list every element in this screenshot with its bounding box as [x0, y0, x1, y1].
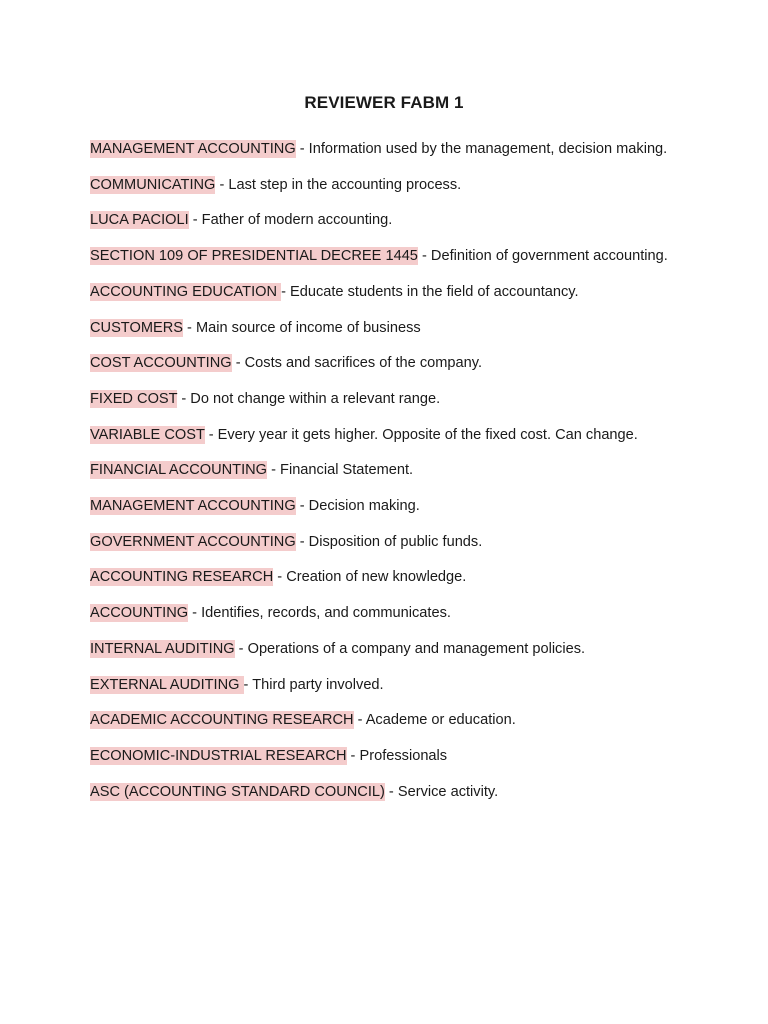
entry-separator: - — [346, 747, 360, 764]
entry-definition: Service activity. — [397, 783, 499, 800]
list-item — [90, 775, 680, 811]
entry-separator: - — [215, 176, 229, 193]
entry-definition: Educate students in the field of accountancy. — [290, 283, 579, 300]
list-item — [90, 560, 680, 596]
entry-term: COMMUNICATING — [90, 176, 216, 193]
entry-separator: - — [234, 640, 248, 657]
entry-term: FINANCIAL ACCOUNTING — [90, 462, 268, 479]
entry-term: ACCOUNTING RESEARCH — [90, 569, 274, 586]
entry-term: GOVERNMENT ACCOUNTING — [90, 533, 296, 550]
entry-separator: - — [243, 676, 253, 693]
entry-separator: - — [417, 248, 431, 265]
entry-separator: - — [177, 390, 191, 407]
list-item — [90, 596, 680, 632]
document-title: REVIEWER FABM 1 — [304, 93, 464, 112]
entry-definition: Definition of government accounting. — [430, 248, 668, 265]
entry-definition: Last step in the accounting process. — [228, 176, 462, 193]
entry-definition: Operations of a company and management policies. — [247, 640, 586, 657]
entry-definition: Creation of new knowledge. — [286, 569, 467, 586]
entry-definition: Costs and sacrifices of the company. — [244, 355, 483, 372]
entry-term: ACADEMIC ACCOUNTING RESEARCH — [90, 712, 354, 729]
entry-separator: - — [281, 283, 290, 300]
list-item — [90, 168, 680, 204]
list-item — [90, 525, 680, 561]
entry-separator: - — [188, 605, 202, 622]
entry-definition: Third party involved. — [252, 676, 384, 693]
entry-term: MANAGEMENT ACCOUNTING — [90, 141, 296, 157]
entry-term: ACCOUNTING EDUCATION — [90, 283, 282, 300]
list-item — [90, 703, 680, 739]
entry-term: ACCOUNTING — [90, 605, 189, 622]
entry-definition: Financial Statement. — [280, 462, 414, 479]
entry-separator: - — [273, 569, 287, 586]
entry-term: VARIABLE COST — [90, 426, 205, 443]
list-item — [90, 739, 680, 775]
entry-definition: Professionals — [359, 747, 448, 764]
entry-separator: - — [295, 533, 309, 550]
entry-separator: - — [204, 426, 218, 443]
list-item — [90, 632, 680, 668]
list-item — [90, 489, 680, 525]
entry-term: COST ACCOUNTING — [90, 355, 232, 372]
list-item — [90, 311, 680, 347]
list-item — [90, 382, 680, 418]
entries-list — [90, 132, 680, 810]
entry-definition: Do not change within a relevant range. — [190, 390, 441, 407]
entry-term: MANAGEMENT ACCOUNTING — [90, 498, 296, 515]
list-item — [90, 239, 680, 275]
entry-definition: Every year it gets higher. Opposite of the fixed cost. Can change. — [217, 426, 638, 443]
entry-term: ASC (ACCOUNTING STANDARD COUNCIL) — [90, 783, 385, 800]
entry-term: EXTERNAL AUDITING — [90, 676, 244, 693]
list-item — [90, 275, 680, 311]
entry-term: INTERNAL AUDITING — [90, 640, 235, 657]
entry-definition: Identifies, records, and communicates. — [201, 605, 451, 622]
entry-separator: - — [295, 498, 309, 515]
entry-term: LUCA PACIOLI — [90, 212, 189, 229]
list-item — [90, 132, 680, 168]
entry-term: CUSTOMERS — [90, 319, 183, 336]
entry-separator: - — [353, 712, 366, 729]
entry-term: FIXED COST — [90, 390, 178, 407]
entry-separator: - — [182, 319, 196, 336]
list-item — [90, 668, 680, 704]
entry-term: ECONOMIC-INDUSTRIAL RESEARCH — [90, 747, 347, 764]
entry-separator: - — [384, 783, 398, 800]
list-item — [90, 346, 680, 382]
entry-definition: Information used by the management, decision making. — [308, 141, 668, 157]
entry-separator: - — [295, 141, 309, 157]
entry-definition: Main source of income of business — [195, 319, 421, 336]
entry-term: SECTION 109 OF PRESIDENTIAL DECREE 1445 — [90, 248, 418, 265]
entry-separator: - — [267, 462, 281, 479]
entry-separator: - — [188, 212, 202, 229]
entry-definition: Academe or education. — [365, 712, 516, 729]
entry-definition: Father of modern accounting. — [201, 212, 393, 229]
entry-definition: Disposition of public funds. — [308, 533, 483, 550]
list-item — [90, 418, 680, 454]
list-item — [90, 453, 680, 489]
list-item — [90, 203, 680, 239]
entry-separator: - — [231, 355, 245, 372]
entry-definition: Decision making. — [308, 498, 420, 515]
